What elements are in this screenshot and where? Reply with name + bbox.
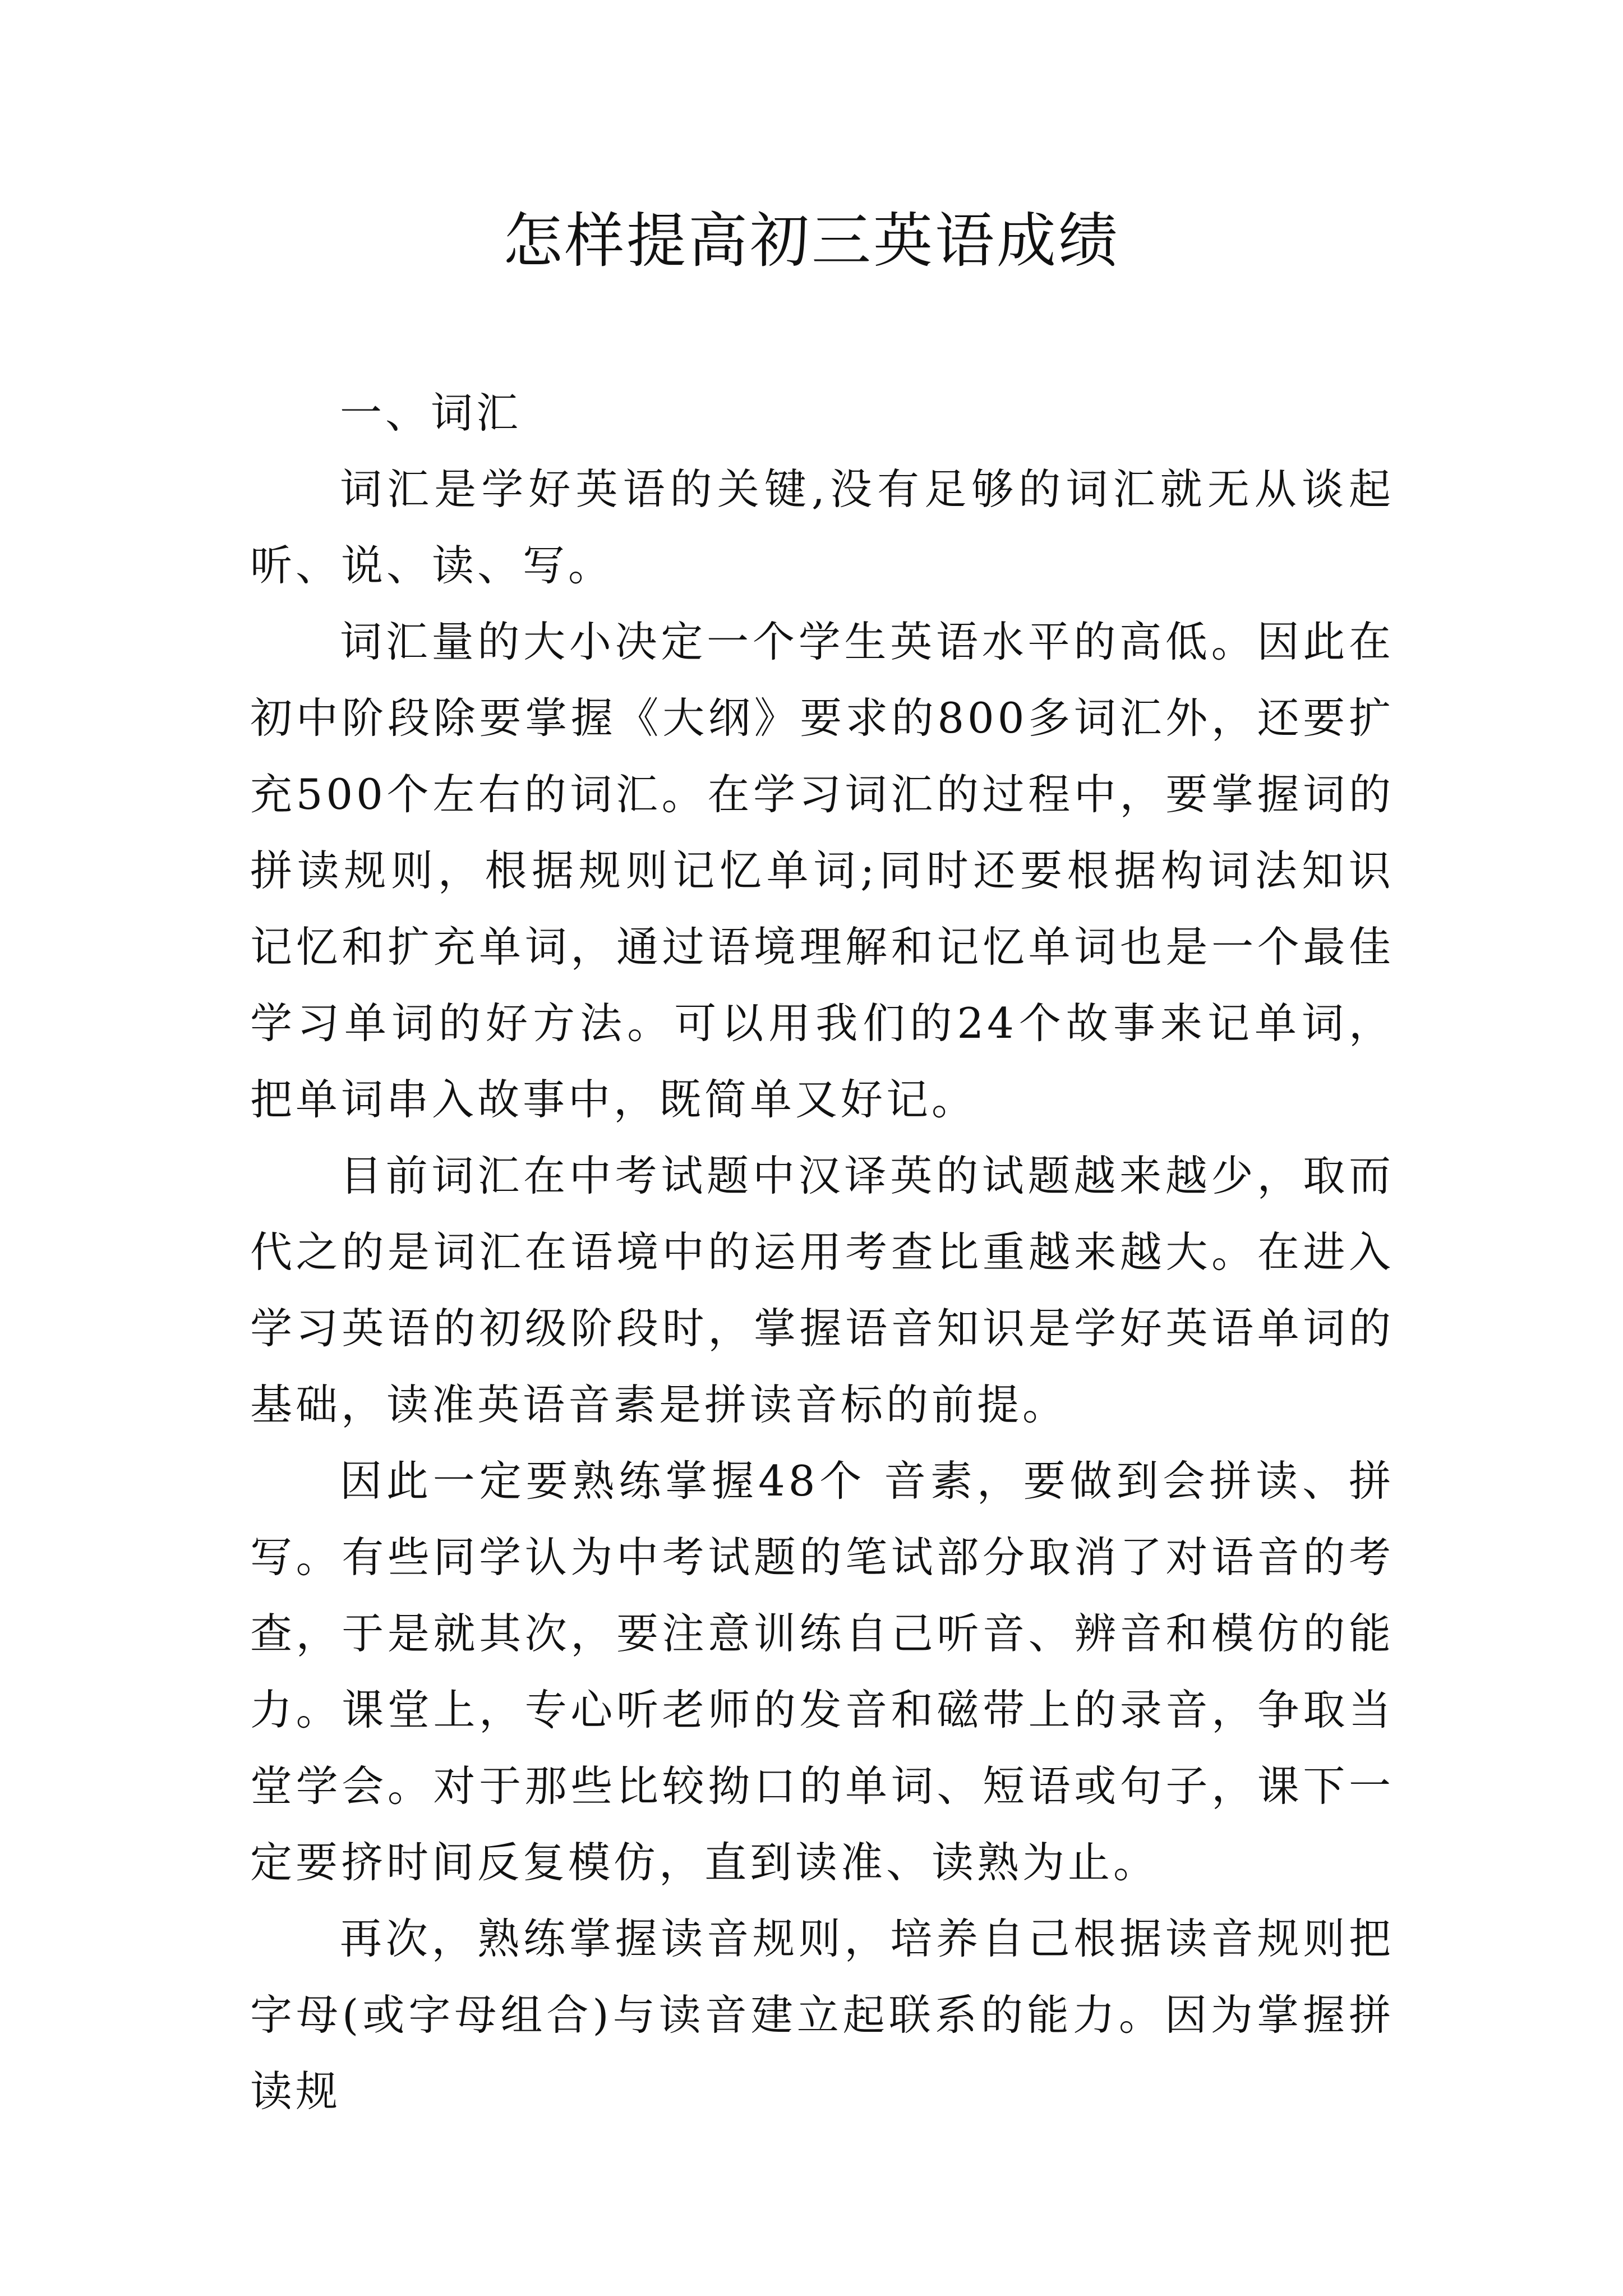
document-body: [250, 375, 1394, 2129]
paragraph: 再次，熟练掌握读音规则，培养自己根据读音规则把字母(或字母组合)与读音建立起联系的能力。因为掌握拼读规: [250, 1914, 1394, 2116]
paragraph: 因此一定要熟练掌握48个 音素，要做到会拼读、拼写。有些同学认为中考试题的笔试部分取消了对语音的考查，于是就其次，要注意训练自己听音、辨音和模仿的能力。课堂上，专心听老师的发音和磁带上的录音，争取当堂学会。对于那些比较拗口的单词、短语或句子，课下一定要挤时间反复模仿，直到读准、读熟为止。: [250, 1456, 1394, 1887]
paragraph: 目前词汇在中考试题中汉译英的试题越来越少，取而代之的是词汇在语境中的运用考查比重越来越大。在进入学习英语的初级阶段时，掌握语音知识是学好英语单词的基础，读准英语音素是拼读音标的前提。: [250, 1151, 1394, 1429]
paragraph: 词汇是学好英语的关键,没有足够的词汇就无从谈起听、说、读、写。: [250, 464, 1394, 590]
paragraph: 词汇量的大小决定一个学生英语水平的高低。因此在初中阶段除要掌握《大纲》要求的800多词汇外，还要扩充500个左右的词汇。在学习词汇的过程中，要掌握词的拼读规则，根据规则记忆单词;同时还要根据构词法知识记忆和扩充单词，通过语境理解和记忆单词也是一个最佳学习单词的好方法。可以用我们的24个故事来记单词，把单词串入故事中，既简单又好记。: [250, 617, 1394, 1124]
document-title: 怎样提高初三英语成绩: [503, 206, 1120, 275]
section-heading-vocabulary: 一、词汇: [340, 388, 522, 438]
